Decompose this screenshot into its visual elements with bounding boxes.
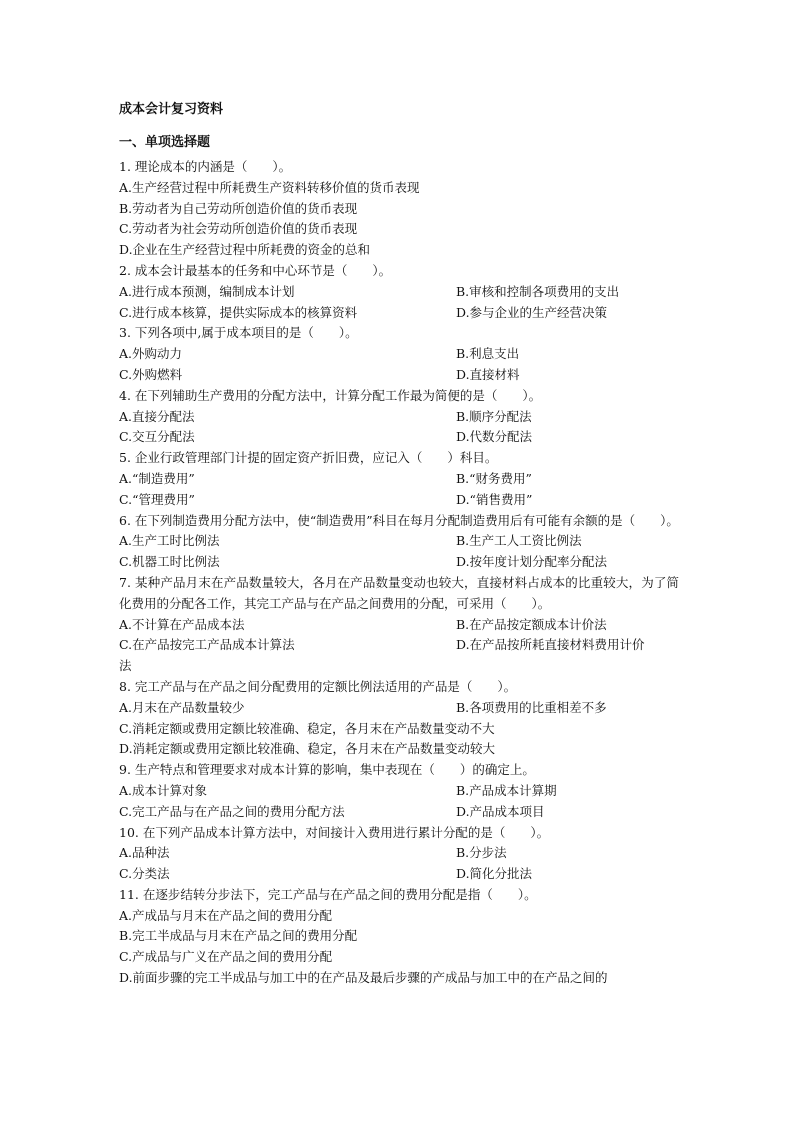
question-7-option-c: C.在产品按完工产品成本计算法 — [119, 637, 295, 653]
question-11-option-c: C.产成品与广义在产品之间的费用分配 — [119, 949, 333, 965]
question-6-options-row-1 — [119, 531, 679, 552]
question-2-option-a: A.进行成本预测，编制成本计划 — [119, 283, 295, 299]
question-1-option-c: C.劳动者为社会劳动所创造价值的货币表现 — [119, 221, 358, 237]
question-4-options-row-2 — [119, 427, 679, 448]
question-4-options-row-1 — [119, 407, 679, 428]
question-6-option-a: A.生产工时比例法 — [119, 533, 220, 549]
question-6-stem: 6. 在下列制造费用分配方法中，使“制造费用”科目在每月分配制造费用后有可能有余额的是（ ）。 — [119, 512, 679, 528]
question-1-stem: 1. 理论成本的内涵是（ ）。 — [119, 159, 292, 174]
question-8-option-a: A.月末在产品数量较少 — [119, 699, 245, 715]
question-2-options-row-2 — [119, 303, 679, 324]
question-7-options-row-1 — [119, 615, 679, 636]
question-3-option-a: A.外购动力 — [119, 346, 183, 362]
question-8-stem: 8. 完工产品与在产品之间分配费用的定额比例法适用的产品是（ ）。 — [119, 678, 517, 694]
question-3-option-b: B.利息支出 — [456, 346, 520, 362]
question-5-option-d: D.“销售费用” — [456, 491, 533, 507]
question-10-options-row-2 — [119, 864, 679, 885]
question-7-stem: 7. 某种产品月末在产品数量较大，各月在产品数量变动也较大，直接材料占成本的比重较大，为了简化费用的分配各工作，其完工产品与在产品之间费用的分配，可采用（ ）。 — [119, 574, 679, 611]
question-5-stem: 5. 企业行政管理部门计提的固定资产折旧费，应记入（ ）科目。 — [119, 450, 498, 466]
document-title: 成本会计复习资料 — [119, 102, 224, 117]
question-7-option-d: D.在产品按所耗直接材料费用计价 — [456, 637, 645, 653]
question-3-option-d: D.直接材料 — [456, 366, 520, 382]
question-11-stem: 11. 在逐步结转分步法下，完工产品与在产品之间的费用分配是指（ ）。 — [119, 886, 537, 902]
section-title: 一、单项选择题 — [119, 135, 211, 150]
question-10-options-row-1 — [119, 843, 679, 864]
question-5-option-b: B.“财务费用” — [456, 470, 532, 486]
question-8-option-b: B.各项费用的比重相差不多 — [456, 699, 607, 715]
question-5-options-row-1 — [119, 469, 679, 490]
question-7-option-b: B.在产品按定额成本计价法 — [456, 616, 607, 632]
question-5-option-a: A.“制造费用” — [119, 470, 195, 486]
question-7-option-d-continued: 法 — [119, 658, 132, 674]
question-4-option-c: C.交互分配法 — [119, 429, 195, 445]
question-9-stem: 9. 生产特点和管理要求对成本计算的影响，集中表现在（ ）的确定上。 — [119, 762, 535, 778]
question-10-option-d: D.简化分批法 — [456, 866, 533, 882]
question-3-option-c: C.外购燃料 — [119, 366, 183, 382]
question-11-option-a: A.产成品与月末在产品之间的费用分配 — [119, 907, 333, 923]
question-5-option-c: C.“管理费用” — [119, 491, 195, 507]
question-6-options-row-2 — [119, 552, 679, 573]
question-4-option-a: A.直接分配法 — [119, 408, 195, 424]
question-9-option-a: A.成本计算对象 — [119, 782, 208, 798]
question-2-option-c: C.进行成本核算，提供实际成本的核算资料 — [119, 304, 358, 320]
question-6-option-d: D.按年度计划分配率分配法 — [456, 554, 608, 570]
question-6-option-c: C.机器工时比例法 — [119, 554, 220, 570]
question-3-stem: 3. 下列各项中,属于成本项目的是（ ）。 — [119, 325, 358, 341]
question-9-option-c: C.完工产品与在产品之间的费用分配方法 — [119, 803, 345, 819]
question-2-stem: 2. 成本会计最基本的任务和中心环节是（ ）。 — [119, 262, 392, 278]
question-8-options-row-1 — [119, 698, 679, 719]
question-9-option-b: B.产品成本计算期 — [456, 782, 557, 798]
question-2-options-row-1 — [119, 282, 679, 303]
question-9-options-row-1 — [119, 781, 679, 802]
question-8-option-d: D.消耗定额或费用定额比较准确、稳定，各月末在产品数量变动较大 — [119, 741, 496, 757]
question-10-option-c: C.分类法 — [119, 866, 170, 882]
question-8-option-c: C.消耗定额或费用定额比较准确、稳定，各月末在产品数量变动不大 — [119, 720, 495, 736]
question-10-option-b: B.分步法 — [456, 845, 507, 861]
question-11-option-b: B.完工半成品与月末在产品之间的费用分配 — [119, 928, 358, 944]
question-9-option-d: D.产品成本项目 — [456, 803, 545, 819]
question-11-option-d: D.前面步骤的完工半成品与加工中的在产品及最后步骤的产成品与加工中的在产品之间的 — [119, 970, 608, 986]
question-1-option-d: D.企业在生产经营过程中所耗费的资金的总和 — [119, 242, 371, 258]
question-1-option-b: B.劳动者为自己劳动所创造价值的货币表现 — [119, 200, 358, 216]
question-2-option-d: D.参与企业的生产经营决策 — [456, 304, 608, 320]
question-3-options-row-1 — [119, 344, 679, 365]
question-4-stem: 4. 在下列辅助生产费用的分配方法中，计算分配工作最为简便的是（ ）。 — [119, 387, 542, 403]
question-10-option-a: A.品种法 — [119, 845, 170, 861]
question-9-options-row-2 — [119, 802, 679, 823]
question-7-options-row-2 — [119, 635, 679, 656]
question-10-stem: 10. 在下列产品成本计算方法中，对间接计入费用进行累计分配的是（ ）。 — [119, 824, 550, 840]
question-4-option-b: B.顺序分配法 — [456, 408, 532, 424]
question-4-option-d: D.代数分配法 — [456, 429, 533, 445]
document-page — [119, 100, 679, 989]
question-7-option-a: A.不计算在产品成本法 — [119, 616, 245, 632]
question-5-options-row-2 — [119, 490, 679, 511]
question-1-option-a: A.生产经营过程中所耗费生产资料转移价值的货币表现 — [119, 179, 420, 195]
question-2-option-b: B.审核和控制各项费用的支出 — [456, 283, 620, 299]
question-6-option-b: B.生产工人工资比例法 — [456, 533, 582, 549]
question-3-options-row-2 — [119, 365, 679, 386]
